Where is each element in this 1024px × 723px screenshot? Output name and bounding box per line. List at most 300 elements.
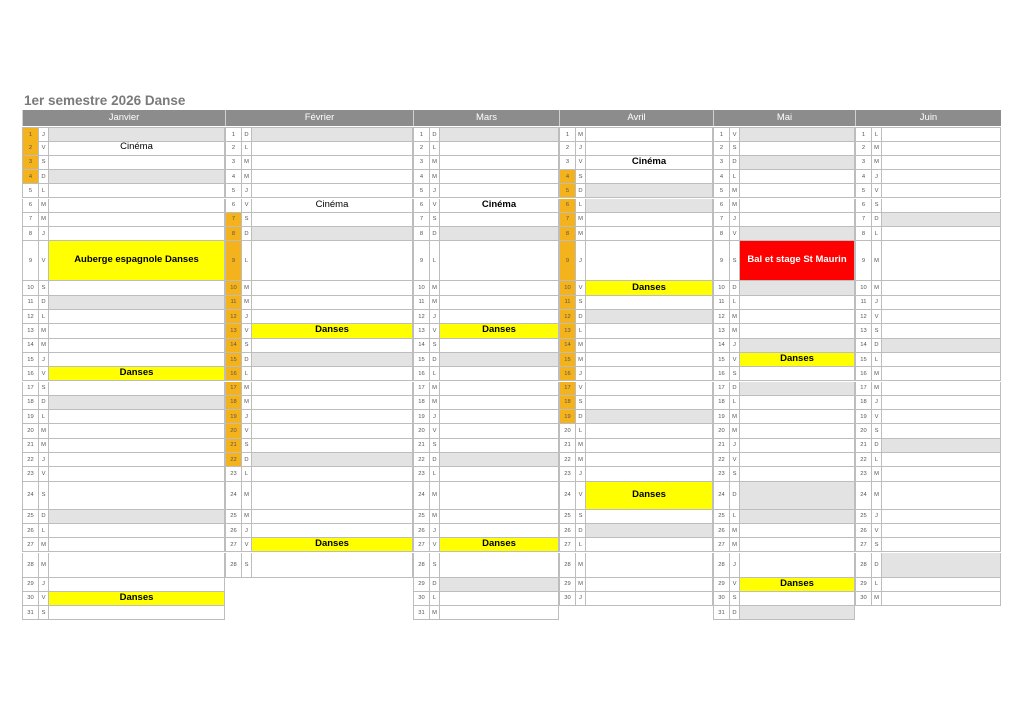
- weekday-letter: S: [39, 482, 49, 509]
- weekday-letter: M: [576, 128, 586, 141]
- day-number: 2: [856, 141, 872, 154]
- weekday-letter: M: [576, 453, 586, 466]
- day-row: [713, 141, 855, 155]
- day-number: 27: [560, 538, 576, 551]
- day-cell: [882, 382, 1000, 395]
- day-number: 2: [226, 141, 242, 154]
- day-cell: [740, 199, 854, 212]
- weekday-letter: S: [39, 156, 49, 169]
- day-row: [22, 592, 225, 606]
- day-row: [413, 199, 559, 213]
- day-number: 7: [560, 213, 576, 226]
- day-number: 14: [714, 339, 730, 352]
- day-cell: [440, 128, 558, 141]
- day-number: 9: [856, 241, 872, 280]
- event-cell: Danses: [586, 482, 712, 509]
- day-number: 24: [23, 482, 39, 509]
- day-number: 20: [414, 424, 430, 437]
- day-number: 24: [714, 482, 730, 509]
- weekday-letter: M: [430, 482, 440, 509]
- weekday-letter: M: [872, 482, 882, 509]
- day-row: [559, 467, 713, 481]
- day-row: [559, 339, 713, 353]
- day-row: [225, 141, 413, 155]
- month-header: Janvier: [22, 110, 225, 126]
- day-row: [225, 281, 413, 295]
- day-row: [713, 199, 855, 213]
- day-row: [559, 310, 713, 324]
- day-number: 21: [414, 439, 430, 452]
- weekday-letter: M: [872, 367, 882, 380]
- weekday-letter: V: [242, 199, 252, 212]
- day-row: [713, 227, 855, 241]
- day-cell: [252, 213, 412, 226]
- event-cell: Cinéma: [481, 198, 517, 210]
- day-number: 17: [23, 382, 39, 395]
- day-number: 21: [560, 439, 576, 452]
- weekday-letter: V: [872, 524, 882, 537]
- day-row: [225, 199, 413, 213]
- event-cell: Danses: [586, 281, 712, 294]
- weekday-letter: M: [242, 156, 252, 169]
- day-row: [413, 606, 559, 620]
- weekday-letter: S: [39, 382, 49, 395]
- day-cell: [49, 482, 224, 509]
- weekday-letter: V: [39, 592, 49, 605]
- day-number: 11: [23, 296, 39, 309]
- weekday-letter: S: [242, 439, 252, 452]
- day-row: [559, 281, 713, 295]
- day-cell: [252, 184, 412, 197]
- weekday-letter: M: [242, 296, 252, 309]
- weekday-letter: S: [730, 367, 740, 380]
- day-row: [855, 310, 1001, 324]
- day-number: 12: [23, 310, 39, 323]
- day-number: 2: [414, 141, 430, 154]
- day-cell: [49, 310, 224, 323]
- weekday-letter: S: [576, 170, 586, 183]
- weekday-letter: V: [730, 353, 740, 366]
- weekday-letter: J: [430, 184, 440, 197]
- weekday-letter: M: [39, 439, 49, 452]
- day-row: [413, 339, 559, 353]
- day-cell: [440, 592, 558, 605]
- day-row: [413, 241, 559, 281]
- day-number: 26: [714, 524, 730, 537]
- day-number: 30: [856, 592, 872, 605]
- day-row: [22, 538, 225, 552]
- day-row: [22, 141, 225, 155]
- day-cell: [882, 339, 1000, 352]
- day-cell: [740, 510, 854, 523]
- day-row: [413, 410, 559, 424]
- weekday-letter: M: [576, 439, 586, 452]
- weekday-letter: J: [576, 141, 586, 154]
- weekday-letter: V: [242, 324, 252, 337]
- day-number: 23: [23, 467, 39, 480]
- day-row: [855, 524, 1001, 538]
- day-number: 25: [856, 510, 872, 523]
- day-cell: [252, 156, 412, 169]
- day-number: 22: [23, 453, 39, 466]
- weekday-letter: M: [242, 482, 252, 509]
- month-header: Avril: [559, 110, 713, 126]
- day-row: [413, 141, 559, 155]
- day-number: 24: [856, 482, 872, 509]
- day-cell: [440, 578, 558, 591]
- weekday-letter: L: [872, 578, 882, 591]
- day-row: [559, 538, 713, 552]
- day-cell: [49, 396, 224, 409]
- day-cell: [49, 453, 224, 466]
- day-number: 15: [226, 353, 242, 366]
- day-number: 3: [226, 156, 242, 169]
- day-row: [22, 606, 225, 620]
- day-number: 10: [856, 281, 872, 294]
- weekday-letter: L: [242, 141, 252, 154]
- day-cell: [740, 324, 854, 337]
- weekday-letter: M: [430, 170, 440, 183]
- day-number: 13: [560, 324, 576, 337]
- day-cell: [882, 353, 1000, 366]
- day-cell: [740, 227, 854, 240]
- day-cell: [740, 410, 854, 423]
- day-row: [22, 510, 225, 524]
- day-number: 29: [560, 578, 576, 591]
- day-cell: [252, 296, 412, 309]
- day-row: [559, 127, 713, 142]
- weekday-letter: D: [730, 606, 740, 619]
- day-number: 8: [23, 227, 39, 240]
- day-row: [225, 184, 413, 198]
- day-row: [413, 482, 559, 510]
- day-cell: [882, 170, 1000, 183]
- day-cell: [586, 382, 712, 395]
- day-cell: [740, 156, 854, 169]
- day-row: [413, 227, 559, 241]
- day-cell: [586, 241, 712, 280]
- day-row: [713, 410, 855, 424]
- day-row: [855, 578, 1001, 592]
- day-row: [413, 524, 559, 538]
- weekday-letter: V: [872, 184, 882, 197]
- day-number: 28: [560, 553, 576, 577]
- day-number: 18: [226, 396, 242, 409]
- day-row: [713, 324, 855, 338]
- day-cell: [252, 310, 412, 323]
- weekday-letter: J: [872, 396, 882, 409]
- weekday-letter: J: [242, 184, 252, 197]
- event-cell: Danses: [440, 324, 558, 337]
- day-number: 21: [856, 439, 872, 452]
- day-cell: [252, 339, 412, 352]
- weekday-letter: J: [576, 241, 586, 280]
- day-row: [559, 439, 713, 453]
- weekday-letter: S: [242, 213, 252, 226]
- weekday-letter: M: [39, 339, 49, 352]
- day-row: [713, 310, 855, 324]
- day-cell: [586, 199, 712, 212]
- day-number: 14: [856, 339, 872, 352]
- day-number: 10: [560, 281, 576, 294]
- weekday-letter: J: [39, 128, 49, 141]
- day-cell: [586, 396, 712, 409]
- day-number: 27: [23, 538, 39, 551]
- day-number: 17: [414, 382, 430, 395]
- day-cell: [440, 606, 558, 619]
- day-cell: [882, 578, 1000, 591]
- day-number: 12: [560, 310, 576, 323]
- day-number: 14: [560, 339, 576, 352]
- day-number: 2: [23, 141, 39, 154]
- day-cell: [440, 296, 558, 309]
- day-row: [225, 382, 413, 396]
- weekday-letter: S: [576, 396, 586, 409]
- weekday-letter: L: [576, 324, 586, 337]
- weekday-letter: J: [39, 453, 49, 466]
- day-row: [855, 141, 1001, 155]
- day-number: 28: [23, 553, 39, 577]
- day-row: [413, 453, 559, 467]
- day-number: 29: [23, 578, 39, 591]
- day-row: [855, 156, 1001, 170]
- weekday-letter: M: [576, 353, 586, 366]
- event-cell: Bal et stage St Maurin: [740, 241, 854, 280]
- weekday-letter: S: [872, 424, 882, 437]
- day-cell: [440, 482, 558, 509]
- day-cell: [586, 184, 712, 197]
- day-cell: [882, 453, 1000, 466]
- day-cell: [440, 184, 558, 197]
- event-cell: Danses: [252, 538, 412, 551]
- day-row: [22, 324, 225, 338]
- day-row: [713, 184, 855, 198]
- day-row: [225, 353, 413, 367]
- day-cell: [740, 553, 854, 577]
- day-cell: [740, 439, 854, 452]
- event-cell: Danses: [440, 538, 558, 551]
- day-cell: [882, 227, 1000, 240]
- day-number: 18: [414, 396, 430, 409]
- day-number: 17: [226, 382, 242, 395]
- day-row: [855, 324, 1001, 338]
- day-cell: [882, 538, 1000, 551]
- day-number: 31: [714, 606, 730, 619]
- weekday-letter: M: [430, 296, 440, 309]
- weekday-letter: V: [576, 156, 586, 169]
- weekday-letter: J: [730, 439, 740, 452]
- day-cell: [740, 382, 854, 395]
- weekday-letter: M: [872, 281, 882, 294]
- day-number: 28: [714, 553, 730, 577]
- day-row: [713, 382, 855, 396]
- day-row: [559, 367, 713, 381]
- weekday-letter: L: [242, 367, 252, 380]
- weekday-letter: D: [430, 353, 440, 366]
- day-row: [559, 141, 713, 155]
- month-header: Février: [225, 110, 413, 126]
- day-cell: [586, 141, 712, 154]
- day-cell: [740, 213, 854, 226]
- weekday-letter: M: [430, 396, 440, 409]
- weekday-letter: M: [430, 382, 440, 395]
- weekday-letter: D: [242, 453, 252, 466]
- day-cell: [252, 241, 412, 280]
- day-row: [855, 353, 1001, 367]
- day-row: [559, 170, 713, 184]
- weekday-letter: V: [430, 324, 440, 337]
- day-row: [855, 410, 1001, 424]
- day-row: [413, 127, 559, 142]
- day-row: [413, 324, 559, 338]
- weekday-letter: M: [576, 339, 586, 352]
- day-cell: [252, 553, 412, 577]
- weekday-letter: V: [730, 453, 740, 466]
- weekday-letter: D: [39, 170, 49, 183]
- weekday-letter: L: [730, 170, 740, 183]
- day-row: [713, 296, 855, 310]
- day-number: 16: [23, 367, 39, 380]
- weekday-letter: V: [430, 424, 440, 437]
- day-cell: [252, 227, 412, 240]
- day-number: 24: [414, 482, 430, 509]
- day-number: 5: [856, 184, 872, 197]
- day-cell: [586, 353, 712, 366]
- day-number: 23: [560, 467, 576, 480]
- weekday-letter: J: [430, 524, 440, 537]
- day-number: 16: [560, 367, 576, 380]
- day-cell: [49, 324, 224, 337]
- day-number: 28: [856, 553, 872, 577]
- weekday-letter: D: [430, 453, 440, 466]
- day-number: 20: [226, 424, 242, 437]
- day-row: [855, 553, 1001, 578]
- day-cell: [740, 482, 854, 509]
- weekday-letter: V: [576, 281, 586, 294]
- day-number: 6: [714, 199, 730, 212]
- day-row: [22, 170, 225, 184]
- weekday-letter: J: [576, 467, 586, 480]
- day-number: 5: [414, 184, 430, 197]
- day-cell: [586, 367, 712, 380]
- weekday-letter: M: [242, 396, 252, 409]
- weekday-letter: D: [39, 510, 49, 523]
- day-number: 7: [226, 213, 242, 226]
- day-cell: [740, 538, 854, 551]
- day-row: [559, 199, 713, 213]
- day-cell: [49, 424, 224, 437]
- day-cell: [586, 578, 712, 591]
- day-cell: [49, 281, 224, 294]
- day-number: 28: [226, 553, 242, 577]
- day-row: [713, 353, 855, 367]
- day-number: 19: [560, 410, 576, 423]
- day-number: 31: [414, 606, 430, 619]
- day-row: [22, 439, 225, 453]
- day-row: [22, 310, 225, 324]
- day-number: 13: [23, 324, 39, 337]
- weekday-letter: J: [872, 170, 882, 183]
- weekday-letter: D: [242, 128, 252, 141]
- day-cell: [440, 227, 558, 240]
- day-cell: [740, 524, 854, 537]
- weekday-letter: S: [730, 592, 740, 605]
- day-number: 13: [226, 324, 242, 337]
- day-row: [559, 382, 713, 396]
- day-row: [855, 281, 1001, 295]
- day-row: [713, 467, 855, 481]
- day-number: 15: [856, 353, 872, 366]
- weekday-letter: M: [730, 184, 740, 197]
- weekday-letter: L: [430, 141, 440, 154]
- day-row: [713, 592, 855, 606]
- weekday-letter: J: [576, 592, 586, 605]
- weekday-letter: V: [39, 367, 49, 380]
- day-row: [413, 310, 559, 324]
- day-row: [855, 592, 1001, 606]
- day-cell: [49, 184, 224, 197]
- day-cell: [440, 453, 558, 466]
- day-number: 6: [226, 199, 242, 212]
- day-cell: [586, 410, 712, 423]
- weekday-letter: V: [39, 141, 49, 154]
- day-cell: [252, 424, 412, 437]
- day-number: 13: [714, 324, 730, 337]
- day-number: 2: [714, 141, 730, 154]
- day-row: [855, 439, 1001, 453]
- day-number: 27: [856, 538, 872, 551]
- day-number: 4: [856, 170, 872, 183]
- day-row: [559, 241, 713, 281]
- day-number: 22: [226, 453, 242, 466]
- weekday-letter: M: [576, 213, 586, 226]
- month-header: Mars: [413, 110, 559, 126]
- day-row: [559, 510, 713, 524]
- day-cell: [882, 482, 1000, 509]
- day-number: 24: [226, 482, 242, 509]
- day-number: 17: [560, 382, 576, 395]
- day-number: 11: [856, 296, 872, 309]
- day-row: [225, 410, 413, 424]
- day-cell: [252, 382, 412, 395]
- day-row: [225, 156, 413, 170]
- weekday-letter: L: [39, 310, 49, 323]
- weekday-letter: S: [430, 213, 440, 226]
- day-row: [225, 339, 413, 353]
- weekday-letter: V: [730, 578, 740, 591]
- day-number: 8: [560, 227, 576, 240]
- day-number: 18: [856, 396, 872, 409]
- day-row: [559, 227, 713, 241]
- weekday-letter: D: [576, 310, 586, 323]
- day-cell: [740, 592, 854, 605]
- day-row: [855, 367, 1001, 381]
- day-number: 22: [856, 453, 872, 466]
- day-row: [22, 553, 225, 578]
- day-number: 8: [226, 227, 242, 240]
- day-row: [559, 482, 713, 510]
- day-cell: [440, 156, 558, 169]
- day-cell: [252, 482, 412, 509]
- day-cell: [49, 227, 224, 240]
- day-cell: [49, 510, 224, 523]
- day-cell: [882, 410, 1000, 423]
- day-row: [855, 241, 1001, 281]
- day-number: 8: [714, 227, 730, 240]
- day-cell: [440, 213, 558, 226]
- day-number: 31: [23, 606, 39, 619]
- weekday-letter: J: [39, 578, 49, 591]
